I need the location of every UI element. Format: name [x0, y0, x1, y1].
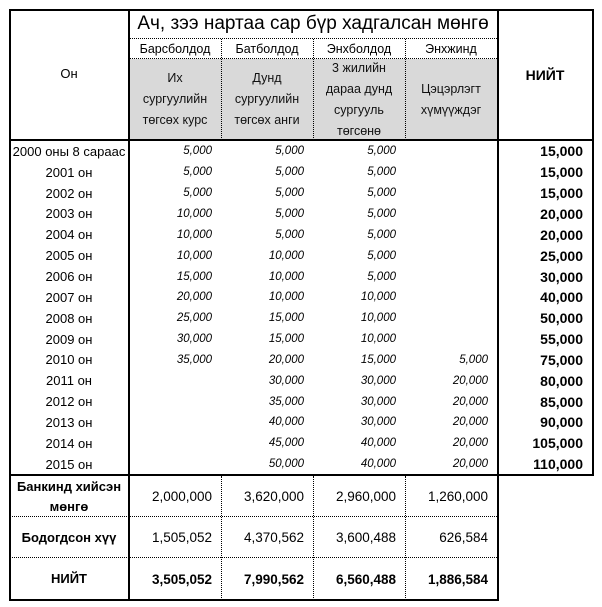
table-row [0, 350, 602, 371]
amount-cell: 20,000 [176, 291, 212, 304]
amount-cell [129, 433, 221, 454]
amount-cell: 20,000 [452, 458, 488, 471]
recipient-name [313, 39, 405, 58]
amount-cell: 10,000 [360, 312, 396, 325]
recipient-description-line: төгсөнө [336, 123, 382, 138]
summary-value-cell: 7,990,562 [243, 571, 304, 587]
table-row [0, 370, 602, 391]
amount-cell [129, 412, 221, 433]
row-total-cell: 90,000 [540, 414, 583, 431]
table-title-text: Ач, зээ нартаа сар бүр хадгалсан мөнгө [137, 13, 489, 34]
year-cell: 2000 оны 8 сараас [12, 143, 126, 159]
summary-row [0, 476, 602, 517]
amount-cell: 10,000 [268, 291, 304, 304]
recipient-description-line: төгсөх анги [234, 113, 300, 127]
amount-cell: 40,000 [360, 437, 396, 450]
year-cell: 2001 он [45, 164, 93, 180]
amount-cell: 15,000 [268, 333, 304, 346]
recipient-name-text: Энхболдод [326, 41, 392, 56]
row-total-cell: 55,000 [540, 331, 583, 348]
amount-cell: 5,000 [275, 228, 304, 241]
row-total-cell: 15,000 [540, 143, 583, 160]
amount-cell [405, 224, 497, 245]
year-cell: 2005 он [45, 248, 93, 264]
border-total-col-left [497, 9, 499, 601]
amount-cell [405, 141, 497, 162]
summary-value-cell: 2,960,000 [335, 489, 396, 504]
amount-cell: 5,000 [367, 187, 396, 200]
recipient-description [313, 59, 405, 140]
summary-label-line: НИЙТ [50, 571, 88, 586]
amount-cell: 50,000 [268, 458, 304, 471]
row-total-cell: 20,000 [540, 226, 583, 243]
amount-cell: 10,000 [268, 270, 304, 283]
row-total-cell: 15,000 [540, 185, 583, 202]
summary-value-cell: 1,505,052 [151, 530, 212, 545]
table-row [0, 433, 602, 454]
recipient-description-line: Цэцэрлэгт [421, 81, 481, 96]
amount-cell: 30,000 [360, 374, 396, 387]
recipient-description-line: 3 жилийн [332, 60, 386, 75]
amount-cell [405, 266, 497, 287]
summary-value-cell: 1,260,000 [427, 489, 488, 504]
year-cell: 2014 он [45, 435, 93, 451]
amount-cell: 5,000 [275, 207, 304, 220]
summary-value-cell: 3,505,052 [151, 571, 212, 587]
recipient-name-text: Энхжинд [425, 41, 477, 56]
amount-cell: 10,000 [176, 228, 212, 241]
table-row [0, 204, 602, 225]
year-header-label: Он [60, 66, 78, 81]
row-total-cell: 40,000 [540, 289, 583, 306]
border-left [9, 9, 11, 601]
year-cell: 2009 он [45, 331, 93, 347]
amount-cell: 20,000 [452, 416, 488, 429]
amount-cell: 15,000 [268, 312, 304, 325]
row-total-cell: 105,000 [532, 435, 583, 452]
amount-cell [405, 245, 497, 266]
row-total-cell: 20,000 [540, 205, 583, 222]
table-row [0, 308, 602, 329]
amount-cell: 10,000 [176, 249, 212, 262]
amount-cell: 35,000 [268, 395, 304, 408]
summary-row [0, 558, 602, 600]
amount-cell [405, 162, 497, 183]
table-row [0, 162, 602, 183]
recipient-description-line: дараа дунд [325, 81, 393, 96]
amount-cell [405, 183, 497, 204]
amount-cell: 10,000 [360, 333, 396, 346]
recipient-description-line: Их [167, 71, 183, 85]
amount-cell [129, 391, 221, 412]
table-row [0, 141, 602, 162]
year-cell: 2013 он [45, 414, 93, 430]
amount-cell: 30,000 [176, 333, 212, 346]
recipient-name-text: Барсболдод [139, 41, 211, 56]
border-bottom [9, 599, 498, 601]
amount-cell: 5,000 [367, 228, 396, 241]
total-header-label: НИЙТ [525, 67, 565, 83]
recipient-description [405, 59, 497, 140]
amount-cell: 20,000 [452, 395, 488, 408]
amount-cell: 5,000 [183, 166, 212, 179]
amount-cell: 20,000 [452, 437, 488, 450]
summary-label-line: Бодогдсон хүү [21, 529, 117, 545]
summary-label [9, 517, 129, 558]
year-cell: 2010 он [45, 352, 93, 368]
year-cell: 2004 он [45, 227, 93, 243]
amount-cell: 30,000 [360, 416, 396, 429]
table-row [0, 412, 602, 433]
border-year-col [128, 9, 130, 601]
row-total-cell: 25,000 [540, 247, 583, 264]
recipient-description-line: Дунд [252, 71, 282, 85]
recipient-description [221, 59, 313, 140]
summary-value-cell: 3,620,000 [243, 489, 304, 504]
amount-cell [405, 204, 497, 225]
table-row [0, 245, 602, 266]
amount-cell: 5,000 [275, 166, 304, 179]
amount-cell: 5,000 [367, 166, 396, 179]
table-row [0, 224, 602, 245]
year-cell: 2003 он [45, 206, 93, 222]
amount-cell: 30,000 [268, 374, 304, 387]
border-data-bottom [9, 474, 594, 476]
amount-cell: 5,000 [275, 187, 304, 200]
row-total-cell: 85,000 [540, 393, 583, 410]
amount-cell: 15,000 [176, 270, 212, 283]
row-total-cell: 75,000 [540, 351, 583, 368]
amount-cell: 10,000 [268, 249, 304, 262]
amount-cell [405, 329, 497, 350]
summary-value-cell: 4,370,562 [243, 530, 304, 545]
amount-cell [129, 454, 221, 475]
summary-value-cell: 6,560,488 [335, 571, 396, 587]
dotted-col-2 [313, 39, 314, 140]
year-cell: 2011 он [46, 373, 92, 389]
summary-value-cell: 626,584 [439, 530, 488, 545]
amount-cell: 20,000 [268, 353, 304, 366]
row-total-cell: 50,000 [540, 310, 583, 327]
year-cell: 2006 он [45, 269, 93, 285]
dotted-sum-row-2 [10, 557, 497, 558]
summary-value-cell: 2,000,000 [151, 489, 212, 504]
dotted-sum-col-2 [313, 476, 314, 600]
amount-cell: 5,000 [367, 145, 396, 158]
table-row [0, 183, 602, 204]
table-row [0, 329, 602, 350]
table-row [0, 454, 602, 475]
row-total-cell: 30,000 [540, 268, 583, 285]
summary-label [9, 558, 129, 600]
row-total-cell: 110,000 [533, 456, 583, 473]
dotted-col-3 [405, 39, 406, 140]
amount-cell: 5,000 [459, 353, 488, 366]
dotted-sum-col-3 [405, 476, 406, 600]
recipient-description-line: хүмүүждэг [420, 102, 482, 117]
year-cell: 2002 он [45, 185, 93, 201]
dotted-sum-row-1 [10, 516, 497, 517]
border-right [592, 9, 594, 476]
amount-cell: 5,000 [367, 270, 396, 283]
amount-cell: 5,000 [183, 145, 212, 158]
amount-cell: 5,000 [367, 207, 396, 220]
recipient-description-line: сургууль [334, 102, 384, 117]
amount-cell: 20,000 [452, 374, 488, 387]
border-header-bottom [9, 139, 594, 141]
row-total-cell: 15,000 [540, 164, 583, 181]
year-cell: 2008 он [45, 310, 93, 326]
amount-cell [129, 370, 221, 391]
amount-cell: 30,000 [360, 395, 396, 408]
table-title [129, 10, 497, 38]
amount-cell: 10,000 [360, 291, 396, 304]
amount-cell: 45,000 [268, 437, 304, 450]
amount-cell: 15,000 [360, 353, 396, 366]
recipient-description-line: сургуулийн [234, 92, 300, 106]
amount-cell: 5,000 [275, 145, 304, 158]
amount-cell: 40,000 [268, 416, 304, 429]
table-row [0, 266, 602, 287]
table-row [0, 287, 602, 308]
border-top [9, 9, 594, 11]
amount-cell: 10,000 [176, 207, 212, 220]
summary-value-cell: 3,600,488 [335, 530, 396, 545]
recipient-name-text: Батболдод [235, 41, 299, 56]
summary-label-line: Банкинд хийсэн [16, 478, 122, 494]
amount-cell: 5,000 [183, 187, 212, 200]
year-cell: 2012 он [45, 394, 93, 410]
amount-cell [405, 287, 497, 308]
amount-cell: 40,000 [360, 458, 396, 471]
amount-cell: 35,000 [176, 353, 212, 366]
summary-label [9, 476, 129, 517]
total-column-header [497, 10, 593, 140]
year-column-header [9, 10, 129, 140]
recipient-description-line: сургуулийн [142, 92, 208, 106]
recipient-description [129, 59, 221, 140]
amount-cell [405, 308, 497, 329]
amount-cell: 5,000 [367, 249, 396, 262]
row-total-cell: 80,000 [540, 372, 583, 389]
recipient-name [405, 39, 497, 58]
dotted-col-1 [221, 39, 222, 140]
summary-value-cell: 1,886,584 [427, 571, 488, 587]
recipient-name [129, 39, 221, 58]
year-cell: 2007 он [45, 289, 93, 305]
recipient-name [221, 39, 313, 58]
summary-label-line: мөнгө [49, 498, 89, 514]
year-cell: 2015 он [45, 456, 93, 472]
dotted-sum-col-1 [221, 476, 222, 600]
summary-row [0, 517, 602, 558]
recipient-description-line: төгсөх курс [142, 113, 208, 127]
amount-cell: 25,000 [176, 312, 212, 325]
table-row [0, 391, 602, 412]
